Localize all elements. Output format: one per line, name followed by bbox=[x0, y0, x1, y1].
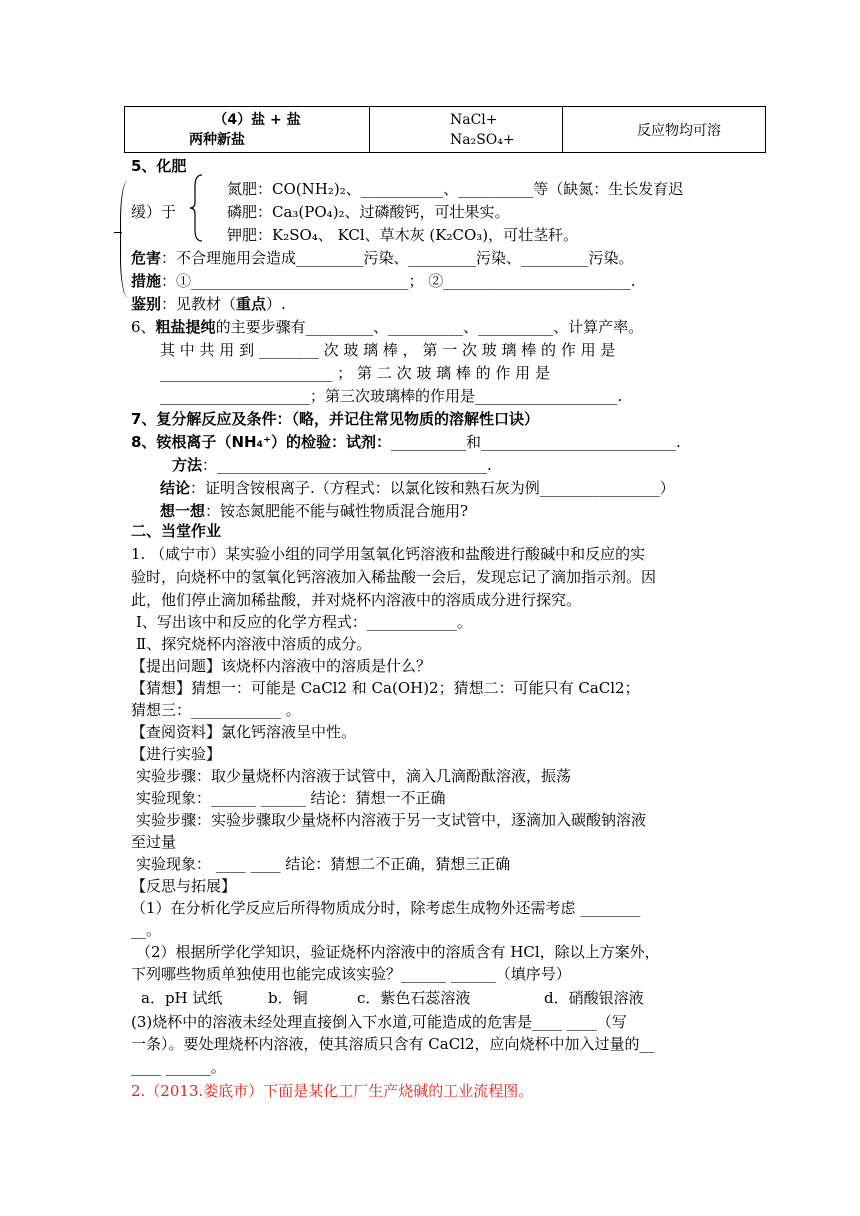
option-a: a．pH 试纸 bbox=[141, 989, 223, 1007]
brace-nub bbox=[114, 232, 122, 243]
q1-line-3: 此，他们停止滴加稀盐酸，并对烧杯内溶液中的溶质成分进行探究。 bbox=[131, 591, 582, 609]
phosphate-fertilizer: 磷肥：Ca₃(PO₄)₂、过磷酸钙，可壮果实。 bbox=[227, 203, 510, 221]
section-7: 7、复分解反应及条件：（略，并记住常见物质的溶解性口诀） bbox=[131, 410, 539, 428]
identify-end: ）. bbox=[266, 295, 286, 313]
ask-question: 【提出问题】该烧杯内溶液中的溶质是什么？ bbox=[131, 657, 432, 675]
section-8-line-1 bbox=[131, 431, 681, 452]
step-2-line-2: 至过量 bbox=[131, 833, 177, 851]
think-line bbox=[160, 500, 468, 521]
harm-text: ：不合理施用会造成_________污染、_________污染、_________污染。 bbox=[161, 249, 634, 267]
identify-line bbox=[131, 293, 286, 314]
q1-line-2: 验时，向烧杯中的氢氧化钙溶液加入稀盐酸一会后，发现忘记了滴加指示剂。因 bbox=[131, 568, 657, 586]
guess-3: 猜想三：____________ 。 bbox=[131, 701, 301, 719]
nitrogen-cont: 缓）于 bbox=[131, 203, 177, 221]
measure-line bbox=[131, 270, 636, 291]
step-1: 实验步骤：取少量烧杯内溶液于试管中，滴入几滴酚酞溶液，振荡 bbox=[136, 767, 572, 785]
example-line-2: Na₂SO₄+ bbox=[450, 131, 515, 148]
section-6-line-1 bbox=[131, 316, 643, 337]
section-5-heading: 5、化肥 bbox=[131, 157, 187, 175]
section-6-line-3: _______________________ ； 第 二 次 玻 璃 棒 的 作 用 是 bbox=[160, 364, 550, 382]
section-8-reagent: __________和__________________________. bbox=[391, 433, 681, 451]
reflect-3-line-3: ____ ______。 bbox=[131, 1058, 226, 1076]
section-6-line-2: 其 中 共 用 到 ________ 次 玻 璃 棒 ， 第 一 次 玻 璃 棒 的 作 用 是 bbox=[160, 341, 616, 359]
harm-label: 危害 bbox=[131, 249, 162, 267]
q1-line-1: 1. （咸宁市）某实验小组的同学用氢氧化钙溶液和盐酸进行酸碱中和反应的实 bbox=[131, 545, 646, 563]
table-row bbox=[125, 107, 766, 153]
identify-label: 鉴别 bbox=[131, 295, 162, 313]
section-6-line-4: ____________________；第三次玻璃棒的作用是___________________. bbox=[160, 387, 623, 405]
reaction-table bbox=[124, 106, 766, 153]
think-text: ：铵态氮肥能不能与碱性物质混合施用? bbox=[205, 502, 469, 520]
reflect-3-line-2: 一条）。要处理烧杯内溶液，使其溶质只含有 CaCl2，应向烧杯中加入过量的__ bbox=[131, 1035, 655, 1053]
option-c: c．紫色石蕊溶液 bbox=[357, 989, 471, 1007]
experiment-heading: 【进行实验】 bbox=[131, 745, 222, 763]
reflect-heading: 【反思与拓展】 bbox=[131, 877, 237, 895]
salt-purification: 粗盐提纯 bbox=[155, 318, 216, 336]
method-label: 方法 bbox=[172, 456, 203, 474]
measure-label: 措施 bbox=[131, 272, 162, 290]
lookup: 【查阅资料】氯化钙溶液呈中性。 bbox=[131, 723, 357, 741]
reaction-type: （4）盐 + 盐 bbox=[213, 111, 301, 128]
nitrogen-fertilizer: 氮肥：CO(NH₂)₂、___________、__________等（缺氮：生长发育迟 bbox=[227, 180, 684, 198]
option-b: b．铜 bbox=[268, 989, 308, 1007]
reflect-3-line-1: (3)烧杯中的溶液未经处理直接倒入下水道,可能造成的危害是____ ____（写 bbox=[131, 1013, 627, 1031]
condition-text: 反应物均可溶 bbox=[637, 122, 721, 139]
section-6-number: 6、 bbox=[131, 318, 156, 336]
example-line-1: NaCl+ bbox=[450, 111, 498, 128]
table-cell-condition bbox=[563, 107, 766, 153]
section-6-steps: 的主要步骤有_________、__________、__________、计算产率。 bbox=[215, 318, 644, 336]
conclusion-line bbox=[160, 477, 675, 498]
table-cell-reaction bbox=[125, 107, 370, 153]
reaction-result: 两种新盐 bbox=[189, 131, 245, 148]
observation-2: 实验现象： ____ ____ 结论：猜想二不正确，猜想三正确 bbox=[136, 855, 511, 873]
method-line bbox=[172, 454, 492, 475]
question-2: 2.（2013.娄底市）下面是某化工厂生产烧碱的工业流程图。 bbox=[131, 1082, 534, 1100]
reflect-2-line-1: （2）根据所学化学知识，验证烧杯内溶液中的溶质含有 HCl，除以上方案外， bbox=[136, 943, 660, 961]
part-i: Ⅰ、写出该中和反应的化学方程式：____________。 bbox=[136, 613, 472, 631]
measure-text: ：①_____________________________； ②_________________________. bbox=[161, 272, 636, 290]
harm-line bbox=[131, 247, 634, 268]
method-text: ：____________________________________. bbox=[202, 456, 492, 474]
reflect-1-line-2: __。 bbox=[131, 921, 162, 939]
step-2-line-1: 实验步骤：实验步骤取少量烧杯内溶液于另一支试管中，逐滴加入碳酸钠溶液 bbox=[136, 811, 647, 829]
observation-1: 实验现象：______ ______ 结论：猜想一不正确 bbox=[136, 789, 446, 807]
conclusion-text: ：证明含铵根离子.（方程式：以氯化铵和熟石灰为例________________） bbox=[190, 479, 675, 497]
identify-key: 重点 bbox=[236, 295, 267, 313]
homework-heading: 二、当堂作业 bbox=[131, 522, 222, 540]
potash-fertilizer: 钾肥：K₂SO₄、 KCl、草木灰 (K₂CO₃)，可壮茎秆。 bbox=[227, 226, 579, 244]
table-cell-example bbox=[370, 107, 563, 153]
reflect-1-line-1: （1）在分析化学反应后所得物质成分时，除考虑生成物外还需考虑 ________ bbox=[131, 899, 641, 917]
identify-text: ：见教材（ bbox=[161, 295, 237, 313]
reflect-2-line-2: 下列哪些物质单独使用也能完成该实验？______ ______（填序号） bbox=[131, 965, 571, 983]
part-ii: Ⅱ、探究烧杯内溶液中溶质的成分。 bbox=[136, 635, 372, 653]
conclusion-label: 结论 bbox=[160, 479, 191, 497]
section-8-heading: 8、铵根离子（NH₄⁺）的检验：试剂： bbox=[131, 433, 392, 451]
option-d: d．硝酸银溶液 bbox=[544, 989, 644, 1007]
think-label: 想一想 bbox=[160, 502, 206, 520]
brace-right bbox=[190, 174, 204, 242]
guess-line: 【猜想】猜想一：可能是 CaCl2 和 Ca(OH)2；猜想二：可能只有 CaCl2； bbox=[131, 679, 640, 697]
